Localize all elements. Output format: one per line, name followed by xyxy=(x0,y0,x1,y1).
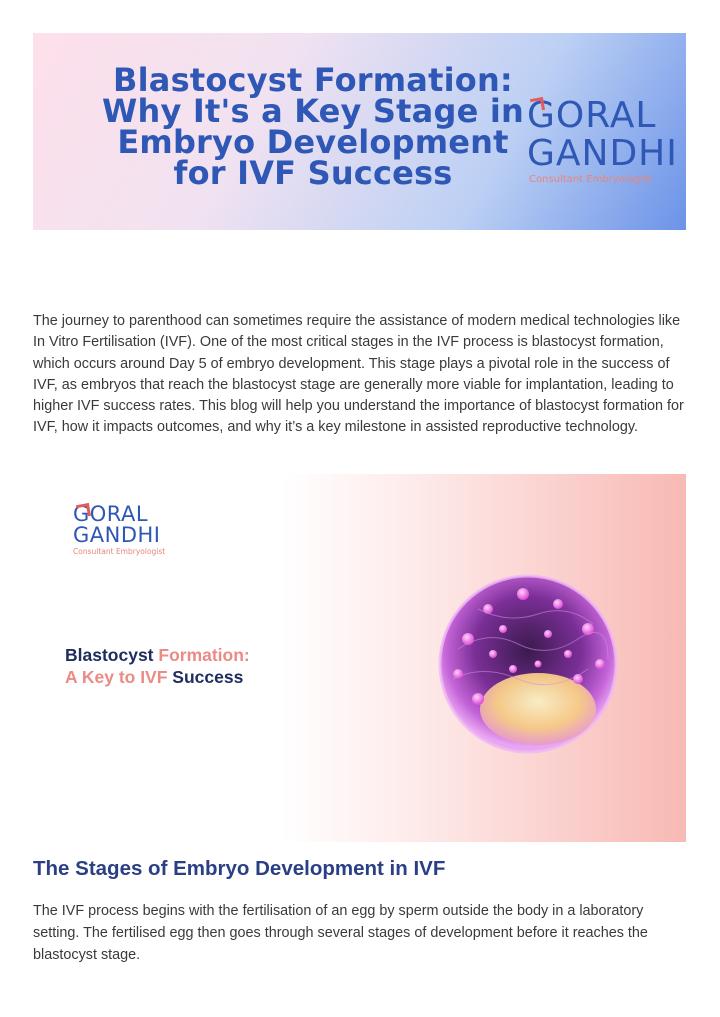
blastocyst-illustration xyxy=(428,569,628,759)
logo-line-1: GORAL xyxy=(527,98,678,134)
section-heading: The Stages of Embryo Development in IVF xyxy=(33,857,446,880)
hero-title-line-3: Embryo Development xyxy=(117,123,509,161)
goral-gandhi-logo xyxy=(527,95,678,185)
hero-title xyxy=(68,61,558,192)
logo-subtitle: Consultant Embryologist xyxy=(529,174,652,185)
section-paragraph: The IVF process begins with the fertilisation of an egg by sperm outside the body in a laboratory setting. The fertilised egg then goes through several stages of development before it reaches the blastocyst stage. xyxy=(33,903,648,963)
feature-image xyxy=(33,474,686,842)
banner-title-part-3: A Key to IVF xyxy=(65,667,173,687)
banner-logo-line-2: GANDHI xyxy=(73,523,161,547)
intro-paragraph: The journey to parenthood can sometimes require the assistance of modern medical technologies like In Vitro Fertilisation (IVF). One of the most critical stages in the IVF process is blastocyst formation, which occurs around Day 5 of embryo development. This stage plays a pivotal role in the success of IVF, as embryos that reach the blastocyst stage are generally more viable for implantation, leading to higher IVF success rates. This blog will help you understand the importance of blastocyst formation for IVF, how it impacts outcomes, and why it’s a key milestone in assisted reproductive technology. xyxy=(33,313,684,436)
banner-title-part-2: Formation: xyxy=(158,645,250,665)
banner-title-part-4: Success xyxy=(172,667,244,687)
banner-title xyxy=(65,644,250,688)
hero-banner xyxy=(33,33,686,230)
hero-title-line-1: Blastocyst Formation: xyxy=(113,61,513,99)
banner-title-part-1: Blastocyst xyxy=(65,645,159,665)
banner-logo-subtitle: Consultant Embryologist xyxy=(73,547,166,556)
hero-title-line-2: Why It's a Key Stage in xyxy=(102,92,524,130)
banner-logo-line-1: GORAL xyxy=(73,504,165,525)
logo-line-2: GANDHI xyxy=(527,133,678,174)
hero-title-line-4: for IVF Success xyxy=(173,154,453,192)
banner-logo xyxy=(73,504,165,556)
